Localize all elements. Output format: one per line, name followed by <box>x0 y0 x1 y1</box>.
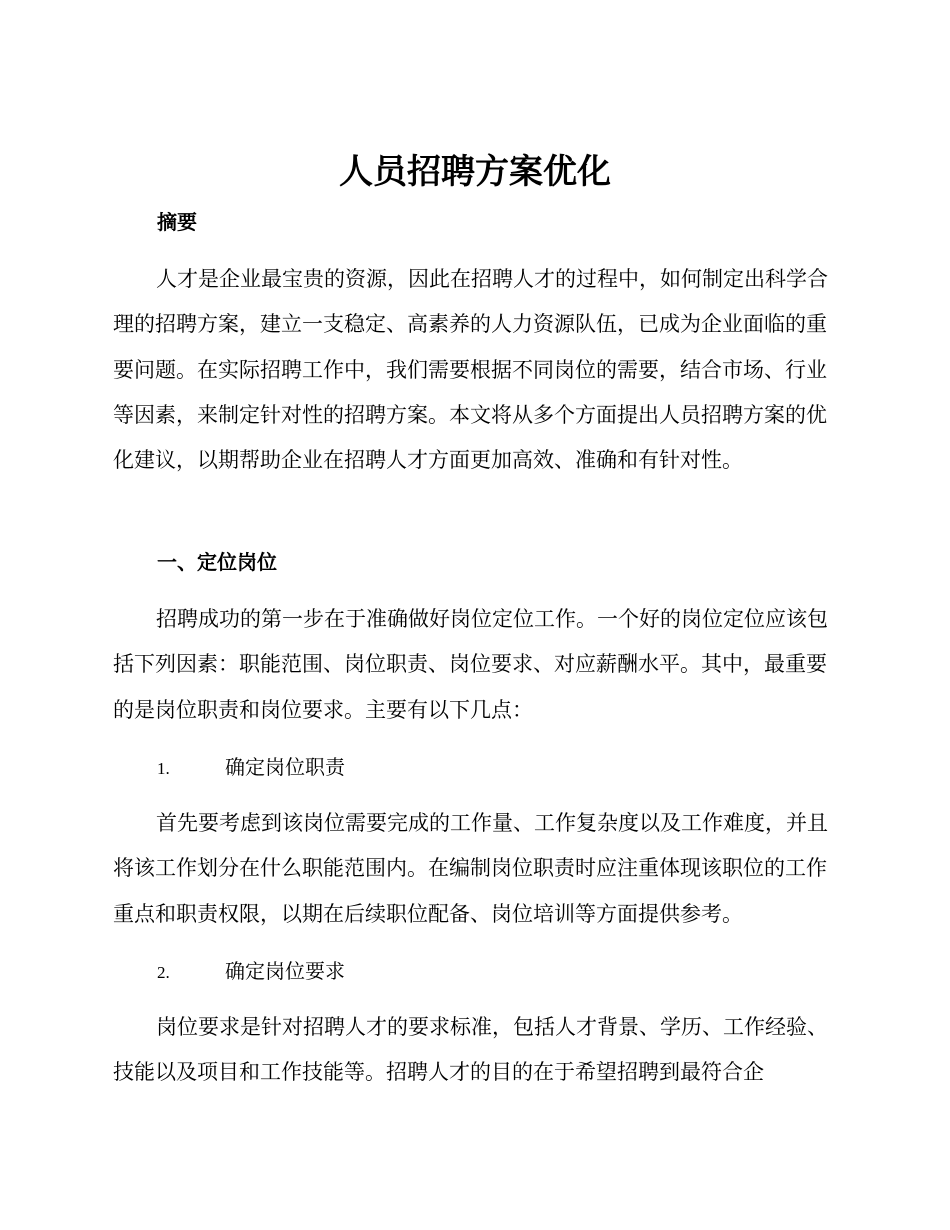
list-item-1-paragraph: 首先要考虑到该岗位需要完成的工作量、工作复杂度以及工作难度，并且将该工作划分在什么职能范围内。在编制岗位职责时应注重体现该职位的工作重点和职责权限，以期在后续职位配备、岗位培训等方面提供参考。 <box>113 811 828 926</box>
list-item-2-paragraph: 岗位要求是针对招聘人才的要求标准，包括人才背景、学历、工作经验、技能以及项目和工作技能等。招聘人才的目的在于希望招聘到最符合企 <box>113 1015 828 1085</box>
list-item-2 <box>157 957 345 987</box>
list-item-1 <box>157 753 345 783</box>
document-title: 人员招聘方案优化 <box>339 152 611 192</box>
list-item-1-number: 1. <box>157 759 170 778</box>
list-item-2-number: 2. <box>157 963 170 982</box>
list-item-1-text: 确定岗位职责 <box>225 755 345 779</box>
abstract-heading: 摘要 <box>157 210 197 234</box>
list-item-2-text: 确定岗位要求 <box>225 959 345 983</box>
abstract-paragraph: 人才是企业最宝贵的资源，因此在招聘人才的过程中，如何制定出科学合理的招聘方案，建立一支稳定、高素养的人力资源队伍，已成为企业面临的重要问题。在实际招聘工作中，我们需要根据不同岗位的需要，结合市场、行业等因素，来制定针对性的招聘方案。本文将从多个方面提出人员招聘方案的优化建议，以期帮助企业在招聘人才方面更加高效、准确和有针对性。 <box>113 267 828 473</box>
section-1-heading: 一、定位岗位 <box>157 550 277 574</box>
section-1-paragraph: 招聘成功的第一步在于准确做好岗位定位工作。一个好的岗位定位应该包括下列因素：职能范围、岗位职责、岗位要求、对应薪酬水平。其中，最重要的是岗位职责和岗位要求。主要有以下几点： <box>113 607 828 722</box>
